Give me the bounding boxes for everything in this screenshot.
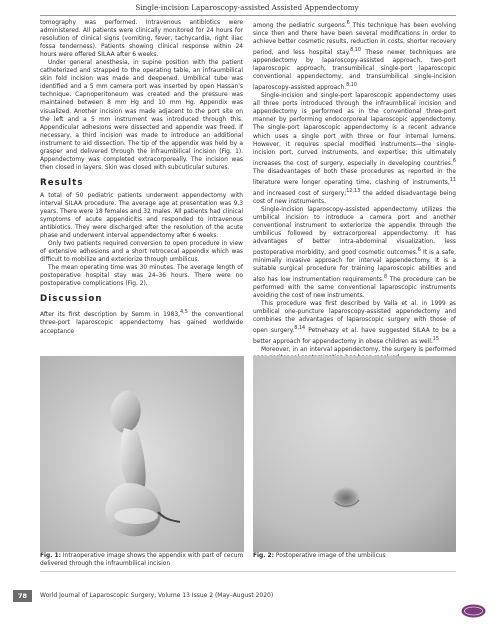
figure-1-label: Fig. 1: (40, 553, 62, 559)
citation: 6 (417, 247, 421, 254)
right-paragraph-1 (253, 19, 456, 92)
text: These newer techniques are appendectomy by laparoscopy-assisted approach, two-port laparoscopic approach, transumbilical single-port laparoscopic conventional appendectomy, and transumbilical single-incision laparoscopy-assisted approach. (253, 50, 456, 92)
citation: 15 (432, 336, 440, 343)
citation: 8,14 (294, 325, 306, 332)
discussion-heading: Discussion (40, 294, 103, 305)
text: Single-incision laparoscopy-assisted appendectomy utilizes the umbilical incision to introduce a camera port and another conventional instrument to exteriorize the appendix through the umbilicus followed by extracorporeal appendectomy. It has advantages of better intra-abdominal visualization, less postoperative morbidity, and good cosmetic outcomes. (253, 206, 456, 256)
discussion-text: After its first description by Semm in 1983, (40, 312, 181, 319)
publisher-logo-icon (461, 604, 486, 618)
results-heading: Results (40, 177, 84, 188)
figure-2-caption (253, 553, 456, 561)
citation: 8 (383, 274, 388, 281)
figure-1-photo (40, 356, 244, 552)
results-paragraph-3: The mean operating time was 30 minutes. The average length of postoperative hospital stay was 24–36 hours. There were no postoperative complications (Fig. 2). (40, 265, 243, 288)
journal-footer: World Journal of Laparoscopic Surgery, Volume 13 Issue 2 (May–August 2020) (40, 592, 274, 599)
citation: 4,5 (180, 309, 188, 316)
text: Petnehazy et al. have suggested SILAA to be a better approach for appendectomy in obese children as well. (253, 328, 456, 346)
text: Single-incision and single-port laparoscopic appendectomy uses all three ports introduced through the infraumbilical incision and appendectomy is performed as in the conventional three-port manner by performing endocorporeal laparoscopic appendectomy. The single-port laparoscopic appendectomy is a recent advance which uses a single port with three or four internal lumens. However, it requires special modified instruments—the single-incision port, curved instruments, and expertise; this ultimately increases the cost of surgery, especially in developing countries. (253, 93, 456, 167)
text: This procedure was first described by Valla et al. in 1999 as umbilical one-puncture laparoscopy-assisted appendectomy and combines the advantages of laparoscopic surgery with those of open surgery. (253, 301, 456, 335)
discussion-paragraph (40, 308, 243, 335)
discussion-text-cont: the conventional three-port laparoscopic appendectomy has gained worldwide acceptance (40, 312, 243, 335)
right-column (253, 19, 456, 363)
text: the added disadvantage being cost of new instruments. (253, 190, 456, 205)
text: This technique has been evolving since then and there have been several modifications in order to achieve better cosmetic results, reduction in costs, shorter recovery period, and less hospital stay. (253, 22, 456, 57)
results-paragraph-2: Only two patients required conversion to open procedure in view of extensive adhesions and a short retrocecal appendix which was difficult to mobilize and exteriorize through umbilicus. (40, 241, 243, 264)
right-paragraph-3 (253, 206, 456, 300)
citation: 8,10 (350, 47, 362, 54)
citation: 12,13 (346, 187, 361, 194)
text: The procedure can be performed with the same conventional laparoscopic instruments avoiding the cost of new instruments. (253, 277, 456, 300)
umbilicus-photo-illustration (253, 356, 456, 552)
running-head: Single-incision Laparoscopy-assisted Assisted Appendectomy (135, 3, 359, 12)
page-number: 78 (13, 590, 32, 602)
right-paragraph-5: Moreover, in an interval appendectomy, the surgery is performed (261, 347, 456, 354)
figure-2-label: Fig. 2: (253, 553, 275, 559)
appendix-photo-illustration (40, 356, 244, 552)
header-rule (40, 15, 456, 16)
footer-rule (40, 571, 456, 572)
text: It is a safe, minimally invasive approach for interval appendectomy. It is a suitable surgical procedure for training laparoscopic abilities and also has low instrumentation requirements. (253, 250, 456, 284)
figure-2-caption-text: Postoperative image of the umbilicus (274, 553, 386, 559)
figure-1-caption-text: Intraoperative image shows the appendix with part of cecum delivered through the infraumbilical incision (40, 553, 244, 567)
figure-2-photo (253, 356, 456, 552)
right-paragraph-4 (253, 300, 456, 346)
citation: 11 (449, 176, 456, 183)
figure-1-caption (40, 553, 245, 568)
citation: 6 (452, 157, 456, 164)
text: and increased cost of surgery; (253, 190, 347, 197)
text: among the pediatric surgeons. (253, 22, 347, 29)
citation: 6 (346, 20, 350, 26)
text: The disadvantages of both these procedures as reported in the literature were longer operating time, clashing of instruments, (253, 168, 456, 186)
results-paragraph-1: A total of 50 pediatric patients underwent appendectomy with interval SILAA procedure. The average age at presentation was 9.3 years. There were 18 females and 32 males. All patients had clinical symptoms of acute appendicitis and responded to intravenous antibiotics. They were discharged after the resolution of the acute phase and underwent interval appendectomy after 6 weeks. (40, 192, 243, 240)
right-paragraph-2 (253, 92, 456, 206)
methods-paragraph: Under general anesthesia, in supine position with the patient catheterized and strapped to the operating table, an infraumbilical skin fold incision was made and deepened. Umbilical tube was identified and a 5 mm camera port was inserted by open Hassan's technique. Capnoperitoneum was created and the pressure was maintained between 8 mm Hg and 10 mm Hg. Appendix was visualized. Another incision was made adjacent to the port site on the left and a 5 mm instrument was introduced through this. Appendicular adhesions were dissected and appendix was freed. If necessary, a third incision was made to introduce an additional instrument to aid dissection. The tip of the appendix was held by a grasper and delivered through the infraumbilical incision (Fig. 1). Appendectomy was completed extracorporeally. The incision was then closed in layers. Skin was closed with subcuticular sutures. (40, 60, 243, 171)
left-column (40, 19, 243, 336)
citation: 8,10 (346, 82, 358, 89)
intro-paragraph: tomography was performed. Intravenous antibiotics were administered. All patients were clinically monitored for 24 hours for resolution of clinical signs (vomiting, fever, tachycardia, right iliac fossa tenderness). Patients showing clinical response within 24 hours were offered SILAA after 6 weeks. (40, 20, 243, 59)
